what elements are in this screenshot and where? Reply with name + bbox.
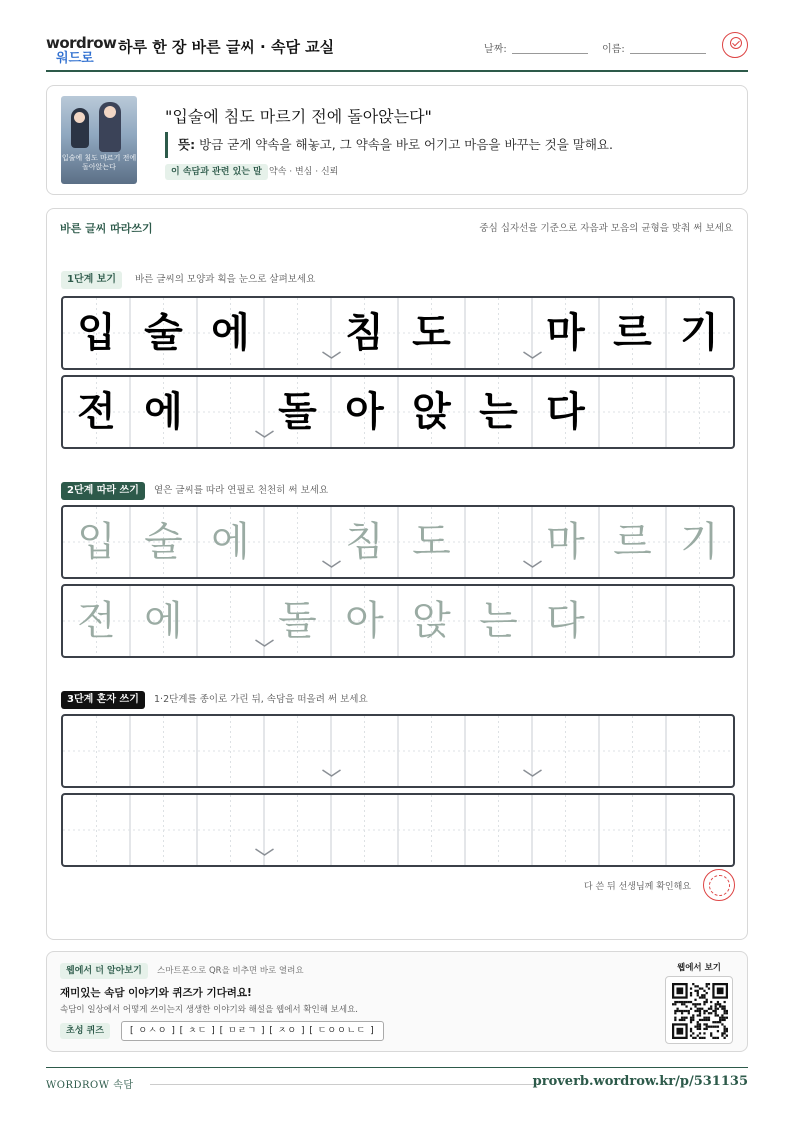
practice-char: 에	[211, 519, 250, 565]
step2-line1-chars	[63, 507, 733, 577]
check-stamp-icon	[722, 32, 748, 58]
practice-char: 다	[546, 598, 585, 644]
practice-char: 는	[479, 389, 518, 435]
related-label: 이 속담과 관련 있는 말	[165, 164, 268, 180]
step1-row-1	[61, 296, 735, 370]
practice-char: 에	[144, 598, 183, 644]
handwriting-practice	[46, 208, 748, 940]
step2-line2-chars	[63, 586, 733, 656]
practice-char: 에	[211, 310, 250, 356]
practice-char: 마	[546, 310, 585, 356]
meaning-text: 방금 굳게 약속을 해놓고, 그 약속을 바로 어기고 마음을 바꾸는 것을 말해요.	[199, 137, 613, 152]
finish-note: 다 쓴 뒤 선생님께 확인해요	[583, 882, 691, 892]
step2-row-1[interactable]	[61, 505, 735, 579]
practice-char: 마	[546, 519, 585, 565]
page-title: 하루 한 장 바른 글씨 · 속담 교실	[118, 38, 335, 56]
practice-char: 전	[77, 598, 116, 644]
practice-char: 도	[412, 310, 451, 356]
practice-char: 앉	[412, 598, 451, 644]
step3-row-2[interactable]	[61, 793, 735, 867]
practice-char: 르	[613, 519, 652, 565]
step2-desc: 옅은 글씨를 따라 연필로 천천히 써 보세요	[154, 485, 329, 496]
practice-char: 입	[77, 310, 116, 356]
footer-url[interactable]: proverb.wordrow.kr/p/531135	[532, 1074, 748, 1089]
step1-badge: 1단계 보기	[61, 271, 122, 289]
practice-char: 돌	[278, 598, 317, 644]
date-field[interactable]	[512, 53, 588, 54]
wordrow-logo: wordrow 워드로	[46, 34, 117, 66]
practice-char: 에	[144, 389, 183, 435]
step1-line2-chars	[63, 377, 733, 447]
practice-char: 기	[680, 310, 719, 356]
guide-grid	[63, 716, 733, 786]
practice-char: 침	[345, 519, 384, 565]
practice-char: 아	[345, 598, 384, 644]
practice-char: 침	[345, 310, 384, 356]
page-footer	[46, 1067, 748, 1097]
step2-row-2[interactable]	[61, 584, 735, 658]
practice-char: 도	[412, 519, 451, 565]
proverb-text: "입술에 침도 마르기 전에 돌아앉는다"	[165, 107, 432, 126]
step1-row-2	[61, 375, 735, 449]
date-label: 날짜:	[484, 44, 507, 55]
web-promo	[46, 951, 748, 1052]
guide-grid	[63, 795, 733, 865]
step3-desc: 1·2단계를 종이로 가린 뒤, 속담을 떠올려 써 보세요	[154, 694, 368, 705]
qr-label: 웹에서 보기	[676, 963, 721, 973]
step3-row-1[interactable]	[61, 714, 735, 788]
related-words: 약속 · 변심 · 신뢰	[269, 167, 339, 177]
web-body: 속담이 일상에서 어떻게 쓰이는지 생생한 이야기와 해설을 웹에서 확인해 보세요.	[60, 1005, 358, 1015]
step1-desc: 바른 글씨의 모양과 획을 눈으로 살펴보세요	[135, 274, 316, 285]
step2-badge: 2단계 따라 쓰기	[61, 482, 145, 500]
step3-badge: 3단계 혼자 쓰기	[61, 691, 145, 709]
proverb-cover-image	[61, 96, 137, 184]
web-tag: 웹에서 더 알아보기	[60, 963, 148, 979]
web-headline: 재미있는 속담 이야기와 퀴즈가 기다려요!	[60, 987, 252, 999]
practice-char: 전	[77, 389, 116, 435]
practice-char: 앉	[412, 389, 451, 435]
footer-brand: WORDROW 속담	[46, 1080, 134, 1091]
qr-code[interactable]	[665, 976, 733, 1044]
practice-char: 르	[613, 310, 652, 356]
name-label: 이름:	[602, 44, 625, 55]
practice-char: 술	[144, 310, 183, 356]
practice-char: 기	[680, 519, 719, 565]
proverb-meaning	[165, 132, 613, 158]
practice-char: 입	[77, 519, 116, 565]
proverb-card	[46, 85, 748, 195]
practice-char: 술	[144, 519, 183, 565]
web-tag-desc: 스마트폰으로 QR을 비추면 바로 열려요	[157, 966, 304, 976]
quiz-label: 초성 퀴즈	[60, 1023, 110, 1039]
quiz-box: [ ㅇㅅㅇ ] [ ㅊㄷ ] [ ㅁㄹㄱ ] [ ㅈㅇ ] [ ㄷㅇㅇㄴㄷ ]	[121, 1021, 384, 1041]
name-field[interactable]	[630, 53, 706, 54]
page-header	[46, 30, 748, 72]
cover-caption: 입술에 침도 마르기 전에 돌아앉는다	[61, 154, 137, 171]
practice-title: 바른 글씨 따라쓰기	[60, 222, 153, 235]
meaning-label: 뜻:	[178, 137, 196, 152]
step1-line1-chars	[63, 298, 733, 368]
practice-char: 돌	[278, 389, 317, 435]
teacher-stamp-icon	[703, 869, 735, 901]
practice-note: 중심 십자선을 기준으로 자음과 모음의 균형을 맞춰 써 보세요	[479, 223, 733, 234]
practice-char: 다	[546, 389, 585, 435]
practice-char: 는	[479, 598, 518, 644]
practice-char: 아	[345, 389, 384, 435]
footer-divider	[150, 1084, 536, 1085]
qr-code-icon	[672, 983, 728, 1039]
